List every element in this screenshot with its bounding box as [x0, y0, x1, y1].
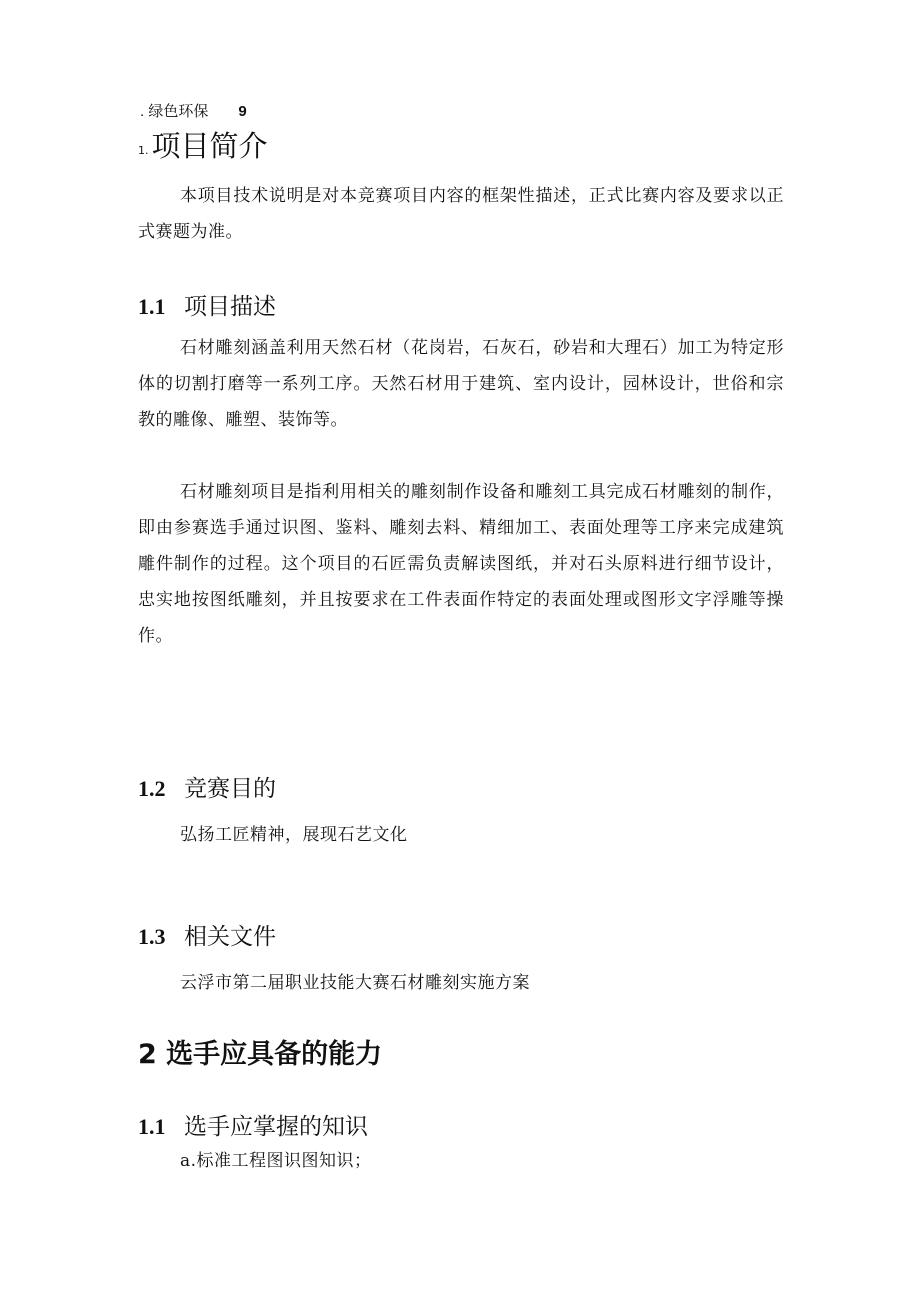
section-1-title: 项目简介 — [151, 129, 268, 163]
subsection-2-1-title: 选手应掌握的知识 — [184, 1114, 368, 1140]
subsection-1-1-title: 项目描述 — [184, 294, 276, 320]
subsection-1-2-heading — [138, 770, 276, 803]
subsection-2-1-heading — [138, 1108, 368, 1141]
subsection-1-2-number: 1.2 — [138, 776, 166, 801]
project-description-paragraph-1: 石材雕刻涵盖利用天然石材（花岗岩，石灰石，砂岩和大理石）加工为特定形体的切割打磨等一系列工序。天然石材用于建筑、室内设计，园林设计，世俗和宗教的雕像、雕塑、装饰等。 — [138, 338, 784, 430]
subsection-1-1-number: 1.1 — [138, 294, 166, 319]
toc-page-number: 9 — [238, 103, 247, 120]
section-1-number: 1. — [138, 144, 149, 157]
section-1-intro: 本项目技术说明是对本竞赛项目内容的框架性描述，正式比赛内容及要求以正式赛题为准。 — [138, 186, 784, 242]
project-description-paragraph-2: 石材雕刻项目是指利用相关的雕刻制作设备和雕刻工具完成石材雕刻的制作，即由参赛选手通过识图、鉴料、雕刻去料、精细加工、表面处理等工序来完成建筑雕件制作的过程。这个项目的石匠需负责解读图纸，并对石头原料进行细节设计，忠实地按图纸雕刻，并且按要求在工件表面作特定的表面处理或图形文字浮雕等操作。 — [138, 482, 784, 646]
subsection-1-3-heading — [138, 918, 276, 951]
section-1-heading — [138, 124, 268, 165]
toc-label: . 绿色环保 — [140, 103, 209, 120]
section-2-heading: 2 选手应具备的能力 — [138, 1039, 383, 1070]
subsection-1-3-number: 1.3 — [138, 924, 166, 949]
subsection-1-2-title: 竞赛目的 — [184, 776, 276, 802]
subsection-1-3-title: 相关文件 — [184, 924, 276, 950]
subsection-2-1-number: 1.1 — [138, 1114, 166, 1139]
subsection-1-1-heading — [138, 288, 276, 321]
competition-purpose-text: 弘扬工匠精神，展现石艺文化 — [180, 825, 408, 845]
related-documents-text: 云浮市第二届职业技能大赛石材雕刻实施方案 — [180, 973, 530, 993]
knowledge-item-a: a.标准工程图识图知识； — [180, 1151, 372, 1171]
toc-entry — [140, 100, 247, 121]
